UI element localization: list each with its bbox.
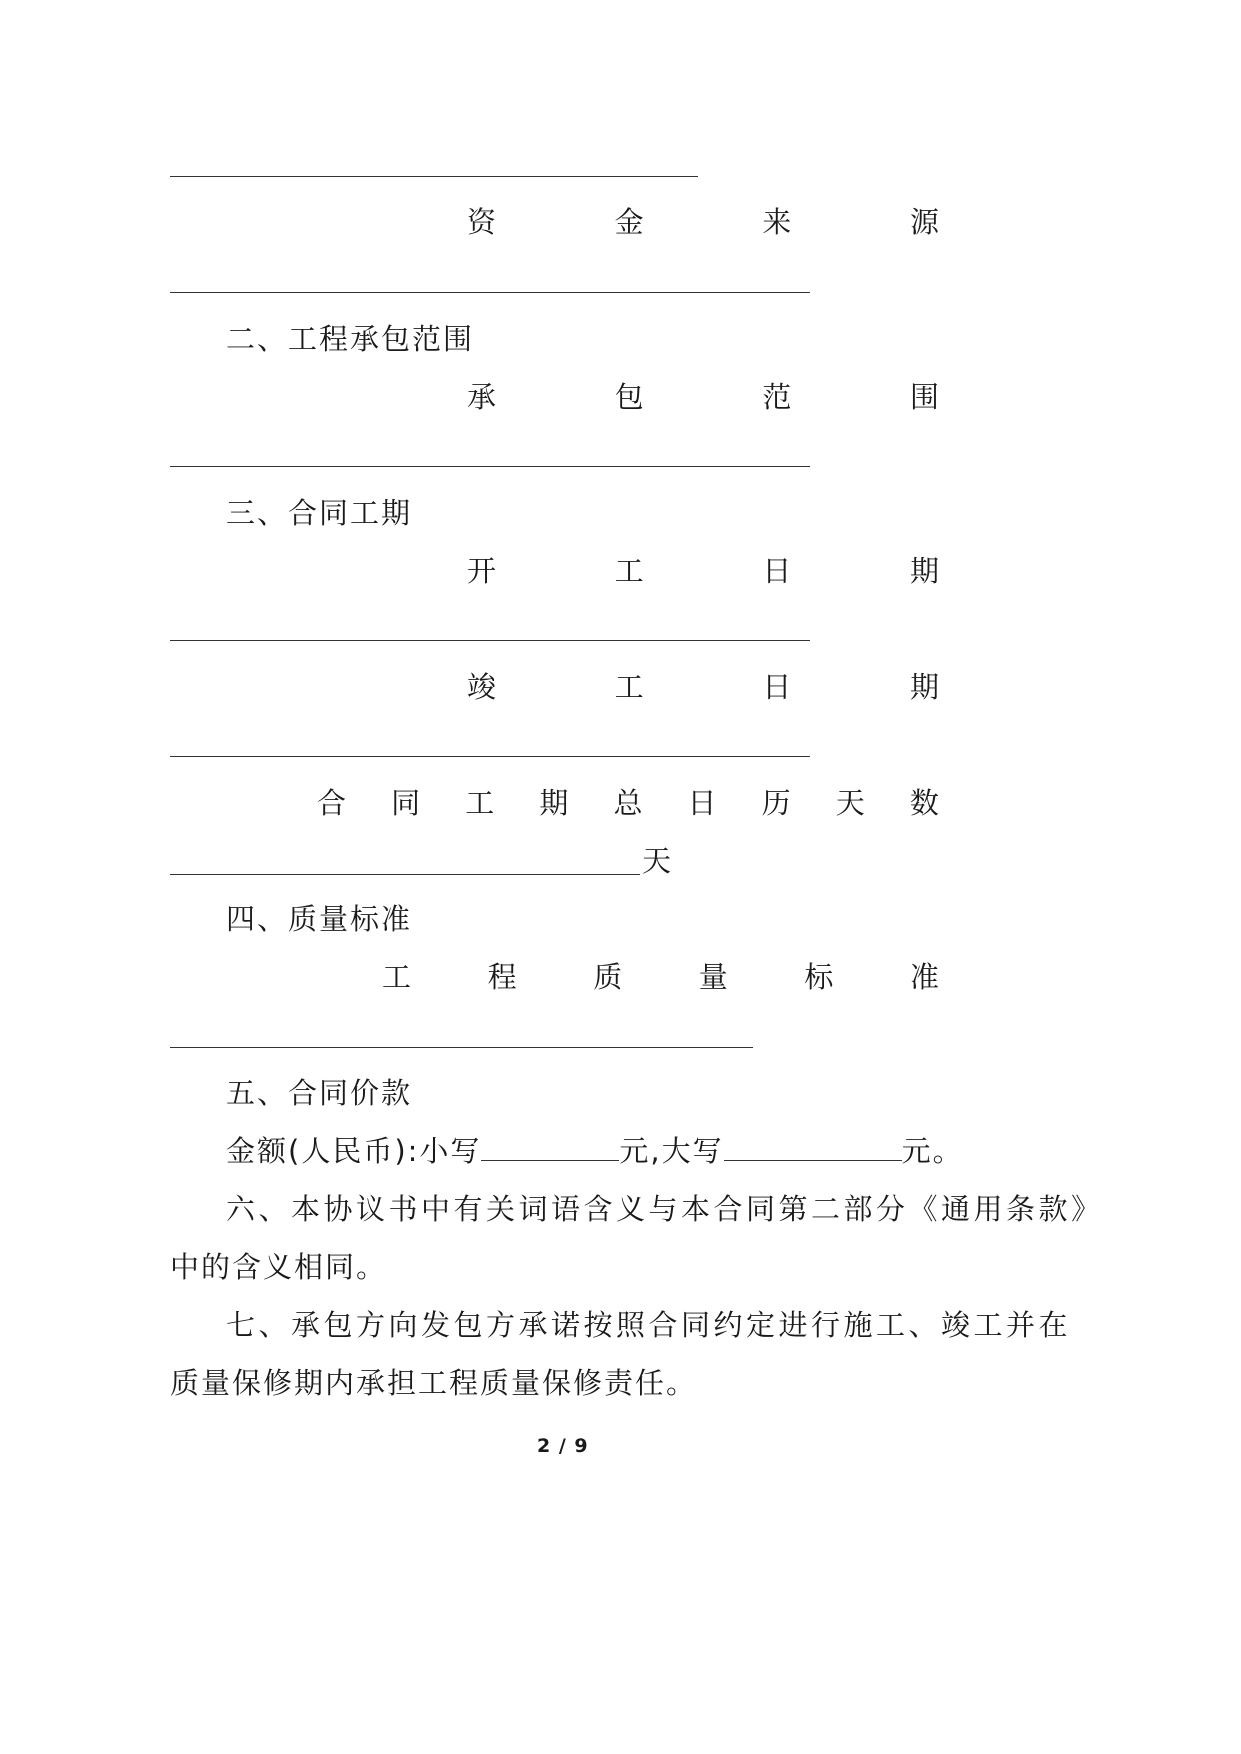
section-heading-quality: 四、质量标准 [226,902,413,936]
amount-numeric-blank [481,1132,619,1161]
total-days-char: 合 [317,786,347,820]
total-days-char: 总 [613,786,643,820]
total-days-char: 日 [687,786,717,820]
total-days-char: 工 [465,786,495,820]
start-date-char: 期 [909,554,939,588]
finish-date-char: 竣 [467,670,497,704]
fund-source-char: 金 [614,205,644,239]
amount-words-blank [724,1132,902,1161]
quality-char: 质 [593,960,623,994]
section-heading-scope: 二、工程承包范围 [226,322,475,356]
fund-source-char: 资 [467,205,497,239]
clause-seven-line2: 质量保修期内承担工程质量保修责任。 [170,1366,698,1400]
scope-blank [170,466,810,467]
quality-blank [170,1047,753,1048]
section-heading-period: 三、合同工期 [226,496,413,530]
scope-char: 范 [762,380,792,414]
amount-end: 元。 [901,1134,964,1168]
finish-date-label [467,667,939,707]
fund-source-char: 来 [762,205,792,239]
total-days-char: 天 [835,786,865,820]
quality-char: 标 [804,960,834,994]
start-date-blank [170,640,810,641]
days-unit: 天 [642,844,674,878]
start-date-char: 日 [762,554,792,588]
amount-mid: 元,大写 [619,1134,724,1168]
page-number: 2 / 9 [537,1435,589,1457]
quality-char: 准 [909,960,939,994]
finish-date-char: 工 [614,670,644,704]
finish-date-char: 期 [909,670,939,704]
start-date-label [467,551,939,591]
finish-date-blank [170,756,810,757]
total-days-char: 数 [909,786,939,820]
scope-label [467,377,939,417]
total-days-char: 同 [391,786,421,820]
total-days-char: 历 [761,786,791,820]
start-date-char: 工 [614,554,644,588]
total-days-label [317,783,939,823]
scope-char: 围 [909,380,939,414]
amount-prefix: 金额(人民币):小写 [226,1134,482,1168]
start-date-char: 开 [467,554,497,588]
section-heading-price: 五、合同价款 [226,1076,413,1110]
quality-char: 程 [487,960,517,994]
total-days-blank [170,874,640,875]
total-days-char: 期 [539,786,569,820]
scope-char: 包 [614,380,644,414]
scope-char: 承 [467,380,497,414]
fund-source-blank [170,292,810,293]
fund-source-label [467,202,939,242]
blank-line-top [170,176,698,177]
amount-line [226,1131,964,1171]
quality-label [382,957,939,997]
finish-date-char: 日 [762,670,792,704]
quality-char: 量 [698,960,728,994]
clause-six-line1: 六、本协议书中有关词语含义与本合同第二部分《通用条款》 [226,1192,1104,1226]
quality-char: 工 [382,960,412,994]
clause-seven-line1: 七、承包方向发包方承诺按照合同约定进行施工、竣工并在 [226,1308,1072,1342]
fund-source-char: 源 [909,205,939,239]
clause-six-line2: 中的含义相同。 [170,1250,388,1284]
